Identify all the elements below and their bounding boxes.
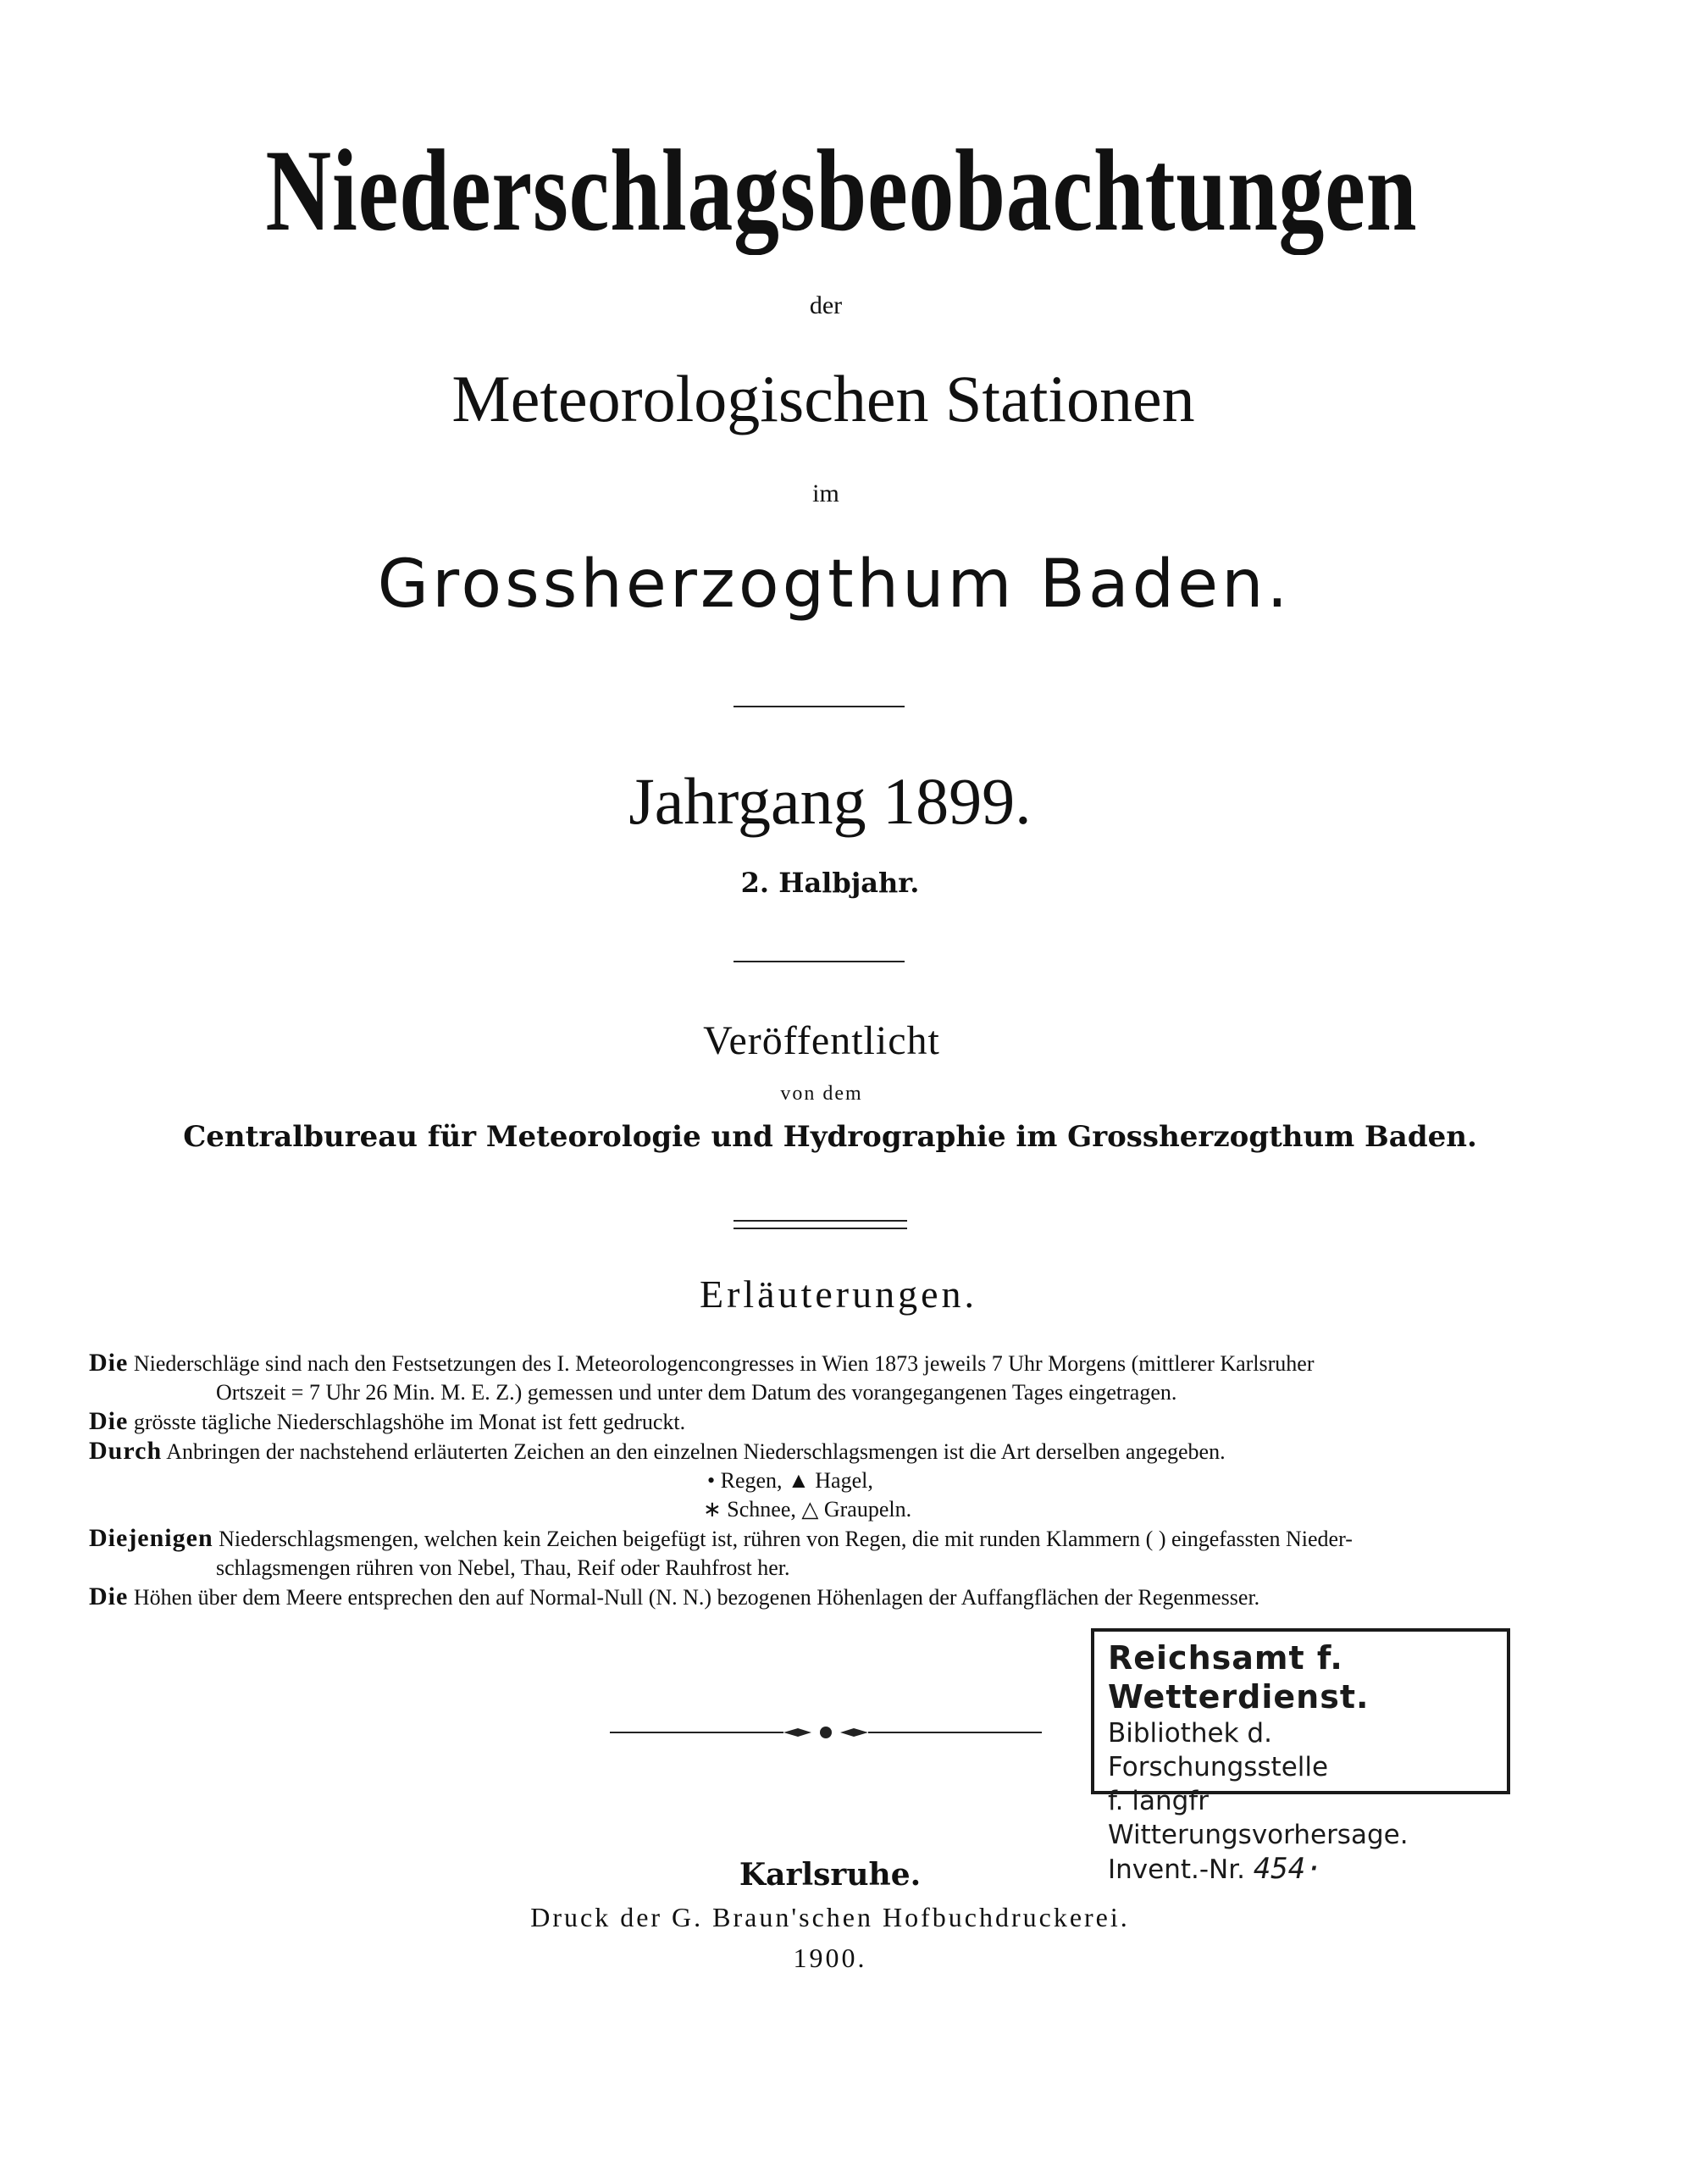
year-volume: Jahrgang 1899. (628, 764, 1032, 838)
explanations-heading: Erläuterungen. (699, 1272, 978, 1316)
note-4-continuation: schlagsmengen rühren von Nebel, Thau, Reif oder Rauhfrost her. (216, 1555, 790, 1580)
region-title: Grossherzogthum Baden. (377, 546, 1292, 623)
note-1 (89, 1349, 1546, 1378)
note-5-text: Höhen über dem Meere entsprechen den auf Normal-Null (N. N.) bezogenen Höhenlagen der Auffangflächen der Regenmesser. (133, 1585, 1260, 1610)
symbol-legend-2: ∗ Schnee, △ Graupeln. (703, 1497, 912, 1522)
note-2 (89, 1407, 1546, 1437)
explanations-list (89, 1349, 1546, 1612)
note-5-lead: Die (89, 1583, 129, 1610)
note-2-text: grösste tägliche Niederschlagshöhe im Monat ist fett gedruckt. (133, 1410, 686, 1434)
connector-im: im (812, 479, 839, 507)
note-4-lead: Diejenigen (89, 1524, 213, 1552)
connector-der: der (809, 291, 843, 319)
inventory-label: Invent.-Nr. (1108, 1854, 1245, 1885)
publisher-name: Centralbureau für Meteorologie und Hydrographie im Grossherzogthum Baden. (183, 1120, 1477, 1154)
stamp-line-1: Reichsamt f. Wetterdienst. (1108, 1639, 1370, 1716)
library-stamp (1091, 1628, 1510, 1886)
stamp-line-3: f. langfr Witterungsvorhersage. (1108, 1786, 1409, 1850)
half-year: 2. Halbjahr. (740, 867, 920, 899)
note-2-lead: Die (89, 1407, 129, 1435)
double-divider-top (734, 1220, 907, 1222)
imprint-printer: Druck der G. Braun'schen Hofbuchdruckerei. (530, 1902, 1130, 1932)
page-title: Niederschlagsbeobachtungen (265, 125, 1418, 255)
stamp-line-2: Bibliothek d. Forschungsstelle (1108, 1718, 1329, 1782)
imprint-city: Karlsruhe. (739, 1857, 922, 1893)
note-1-continuation: Ortszeit = 7 Uhr 26 Min. M. E. Z.) gemessen und unter dem Datum des vorangegangenen Tages eingetragen. (216, 1380, 1177, 1405)
subtitle-stations: Meteorologischen Stationen (451, 362, 1195, 435)
note-1-text: Niederschläge sind nach den Festsetzungen des I. Meteorologencongresses in Wien 1873 jeweils 7 Uhr Morgens (mittlerer Karlsruher (133, 1351, 1315, 1376)
note-5 (89, 1583, 1546, 1612)
note-3-text: Anbringen der nachstehend erläuterten Zeichen an den einzelnen Niederschlagsmengen ist die Art derselben angegeben. (166, 1439, 1226, 1464)
inventory-number: 454· (1253, 1852, 1323, 1886)
note-3 (89, 1437, 1546, 1466)
note-4-text: Niederschlagsmengen, welchen kein Zeichen beigefügt ist, rühren von Regen, die mit runden Klammern ( ) eingefassten Nieder- (219, 1527, 1353, 1551)
divider-2 (734, 961, 905, 962)
imprint-year: 1900. (793, 1943, 867, 1973)
note-1-lead: Die (89, 1349, 129, 1377)
divider-1 (734, 706, 905, 707)
note-4 (89, 1524, 1546, 1554)
by-label: von dem (780, 1083, 863, 1105)
note-3-lead: Durch (89, 1437, 163, 1465)
ornament-divider-icon (610, 1720, 1042, 1745)
published-label: Veröffentlicht (703, 1018, 940, 1063)
double-divider-bottom (734, 1228, 907, 1229)
symbol-legend-1: • Regen, ▲ Hagel, (707, 1468, 873, 1493)
